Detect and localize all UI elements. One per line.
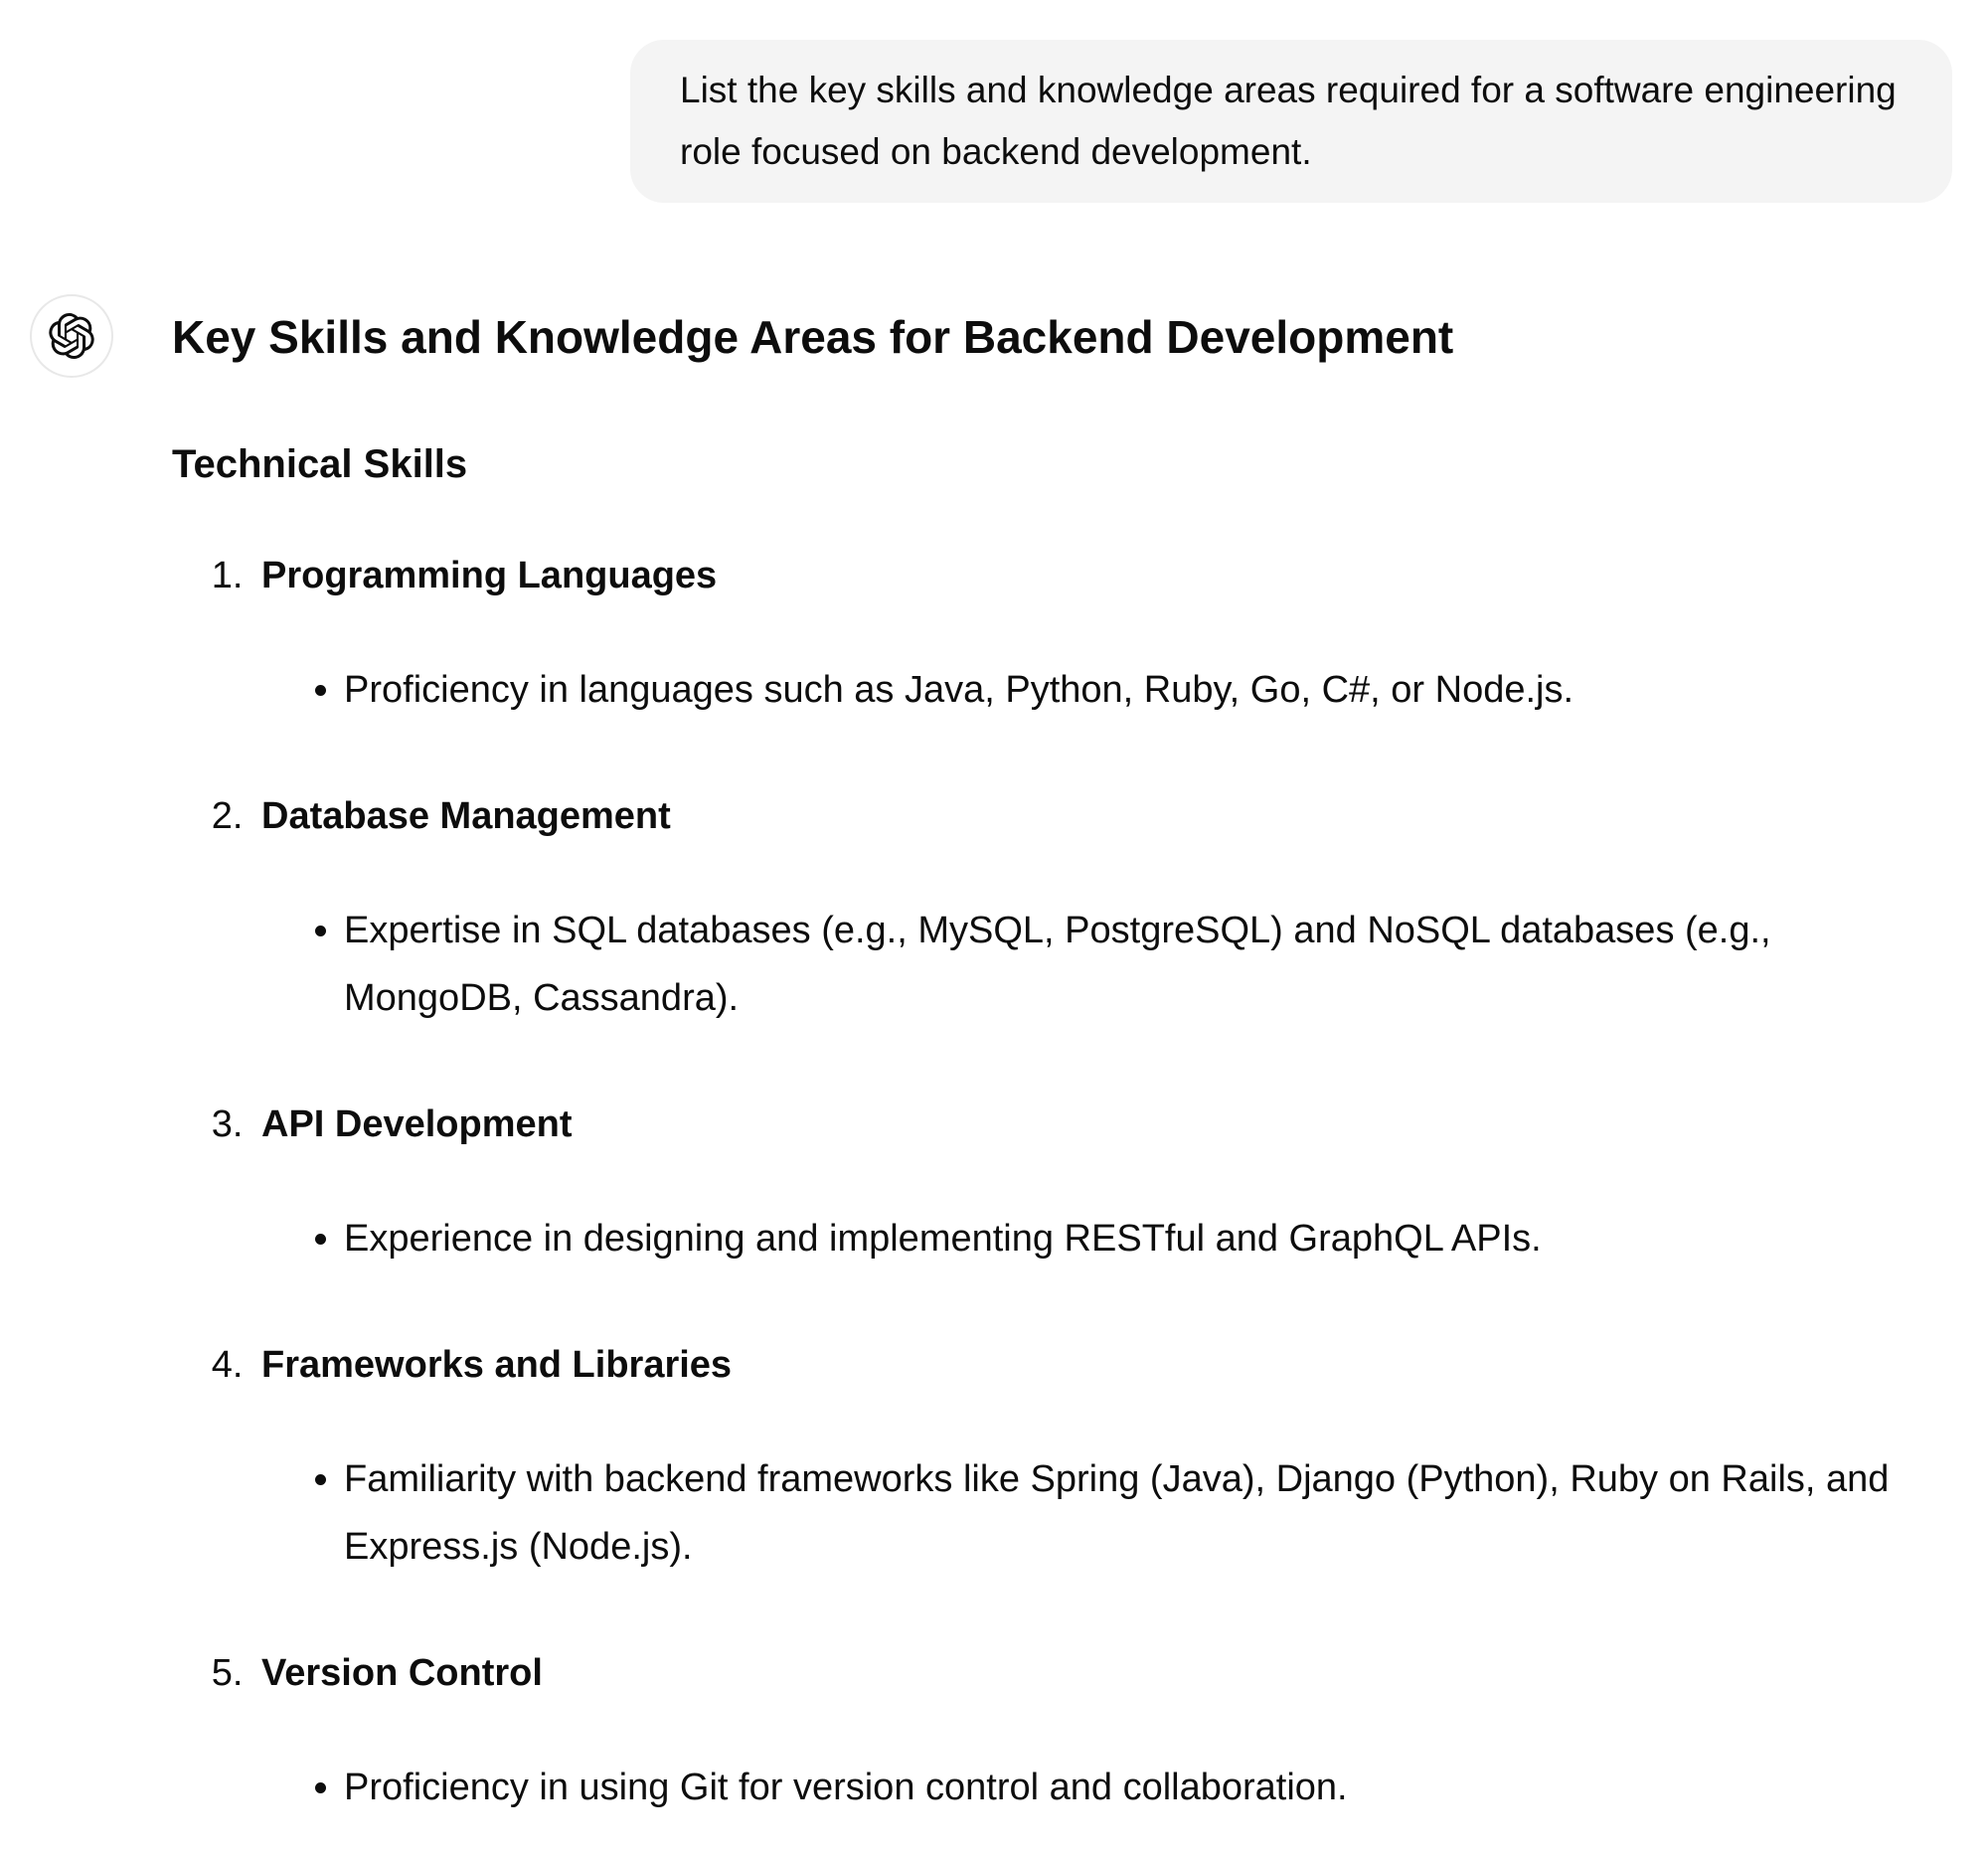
skill-bullet: • Experience in designing and implementing RESTful and GraphQL APIs. xyxy=(344,1205,1951,1272)
response-subheading: Technical Skills xyxy=(172,442,468,486)
user-message-bubble: List the key skills and knowledge areas required for a software engineering role focused on backend development. xyxy=(630,40,1952,203)
skill-item xyxy=(253,1650,1951,1821)
skill-item xyxy=(253,553,1951,724)
skill-bullet-list xyxy=(261,897,1951,1032)
user-message-row xyxy=(0,0,1988,203)
openai-logo-icon xyxy=(49,313,94,359)
response-heading: Key Skills and Knowledge Areas for Backend Development xyxy=(172,311,1454,363)
assistant-message-row xyxy=(0,294,1988,1821)
skill-item xyxy=(253,793,1951,1032)
skill-title: Version Control xyxy=(261,1652,543,1694)
skill-bullet: • Proficiency in using Git for version control and collaboration. xyxy=(344,1754,1951,1821)
skill-bullet-list xyxy=(261,1205,1951,1272)
skill-item xyxy=(253,1101,1951,1272)
skills-list xyxy=(172,553,1951,1821)
skill-bullet-list xyxy=(261,1445,1951,1581)
skill-title: API Development xyxy=(261,1103,573,1145)
skill-bullet: • Familiarity with backend frameworks like Spring (Java), Django (Python), Ruby on Rails, and Express.js (Node.js). xyxy=(344,1445,1951,1581)
skill-item xyxy=(253,1342,1951,1581)
assistant-avatar xyxy=(30,294,113,378)
skill-title: Database Management xyxy=(261,795,671,837)
skill-title: Programming Languages xyxy=(261,555,718,596)
skill-bullet-list xyxy=(261,656,1951,724)
skill-bullet: • Expertise in SQL databases (e.g., MySQL, PostgreSQL) and NoSQL databases (e.g., MongoDB, Cassandra). xyxy=(344,897,1951,1032)
assistant-message-content xyxy=(172,308,1951,1821)
skill-bullet: • Proficiency in languages such as Java, Python, Ruby, Go, C#, or Node.js. xyxy=(344,656,1951,724)
skill-title: Frameworks and Libraries xyxy=(261,1344,733,1386)
skill-bullet-list xyxy=(261,1754,1951,1821)
